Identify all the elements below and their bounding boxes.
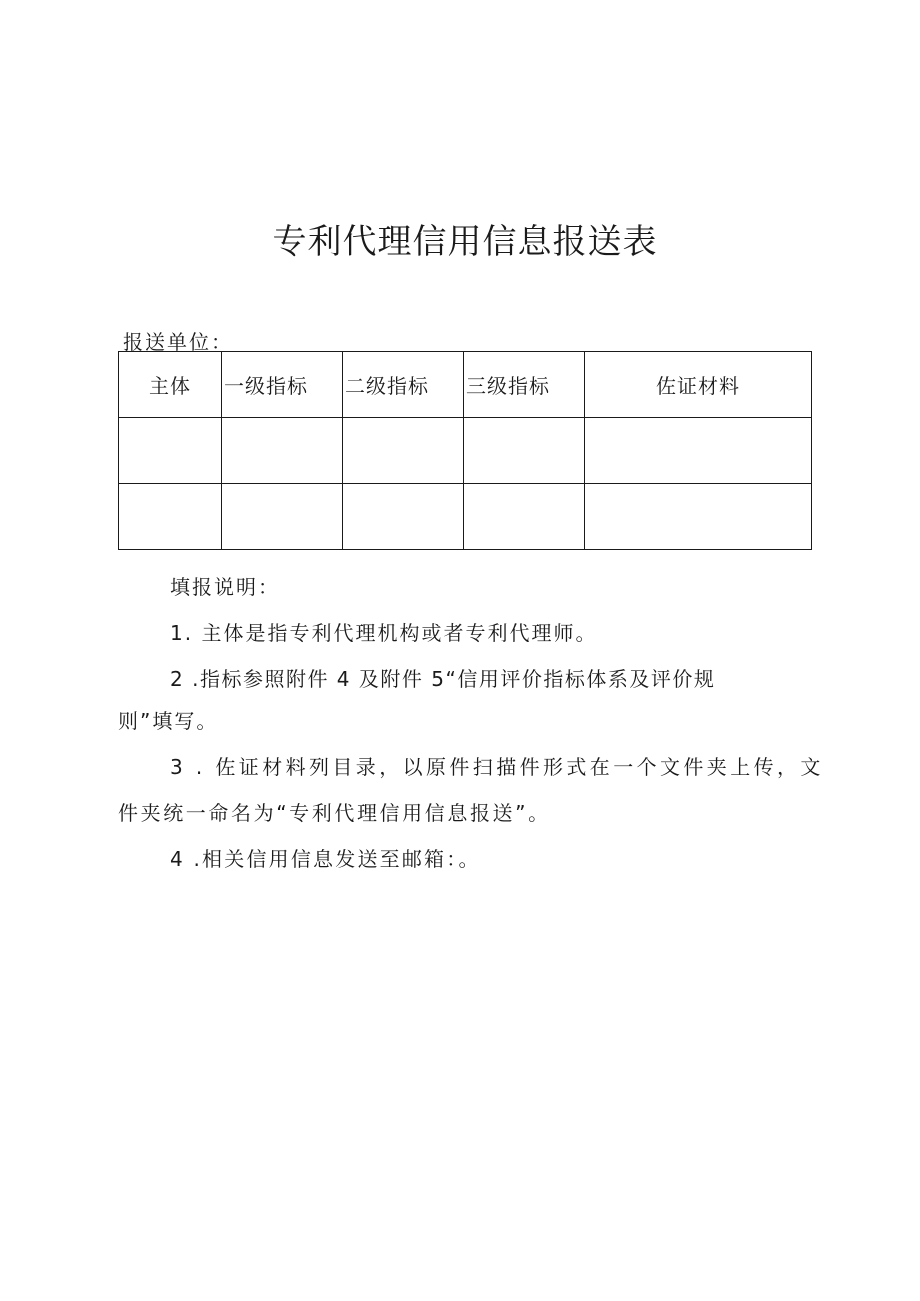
- table-cell[interactable]: [585, 484, 812, 550]
- table-cell[interactable]: [464, 484, 585, 550]
- header-level3-indicator: 三级指标: [464, 352, 585, 418]
- instruction-item-4: 4 .相关信用信息发送至邮箱：。: [170, 847, 481, 871]
- page-title: 专利代理信用信息报送表: [272, 222, 658, 262]
- table-cell[interactable]: [343, 484, 464, 550]
- table-cell[interactable]: [343, 418, 464, 484]
- reporting-unit-label: 报送单位：: [123, 330, 233, 354]
- instruction-item-1: 1. 主体是指专利代理机构或者专利代理师。: [170, 621, 598, 645]
- header-subject: 主体: [119, 352, 222, 418]
- table-row: [119, 418, 812, 484]
- table-cell[interactable]: [119, 418, 222, 484]
- table-row: [119, 484, 812, 550]
- table-cell[interactable]: [119, 484, 222, 550]
- header-supporting-materials: 佐证材料: [585, 352, 812, 418]
- table-cell[interactable]: [222, 484, 343, 550]
- table-cell[interactable]: [222, 418, 343, 484]
- table-cell[interactable]: [464, 418, 585, 484]
- table-header-row: [119, 352, 812, 418]
- instruction-item-2-line-1: 2 .指标参照附件 4 及附件 5“信用评价指标体系及评价规: [170, 667, 716, 691]
- table-cell[interactable]: [585, 418, 812, 484]
- header-level2-indicator: 二级指标: [343, 352, 464, 418]
- instruction-item-3-line-1: 3 . 佐证材料列目录，以原件扫描件形式在一个文件夹上传，文: [170, 755, 824, 779]
- header-level1-indicator: 一级指标: [222, 352, 343, 418]
- instruction-item-3-line-2: 件夹统一命名为“专利代理信用信息报送”。: [118, 801, 551, 825]
- report-table: [118, 351, 812, 550]
- instruction-item-2-line-2: 则”填写。: [118, 709, 219, 733]
- instructions-heading: 填报说明：: [170, 575, 280, 599]
